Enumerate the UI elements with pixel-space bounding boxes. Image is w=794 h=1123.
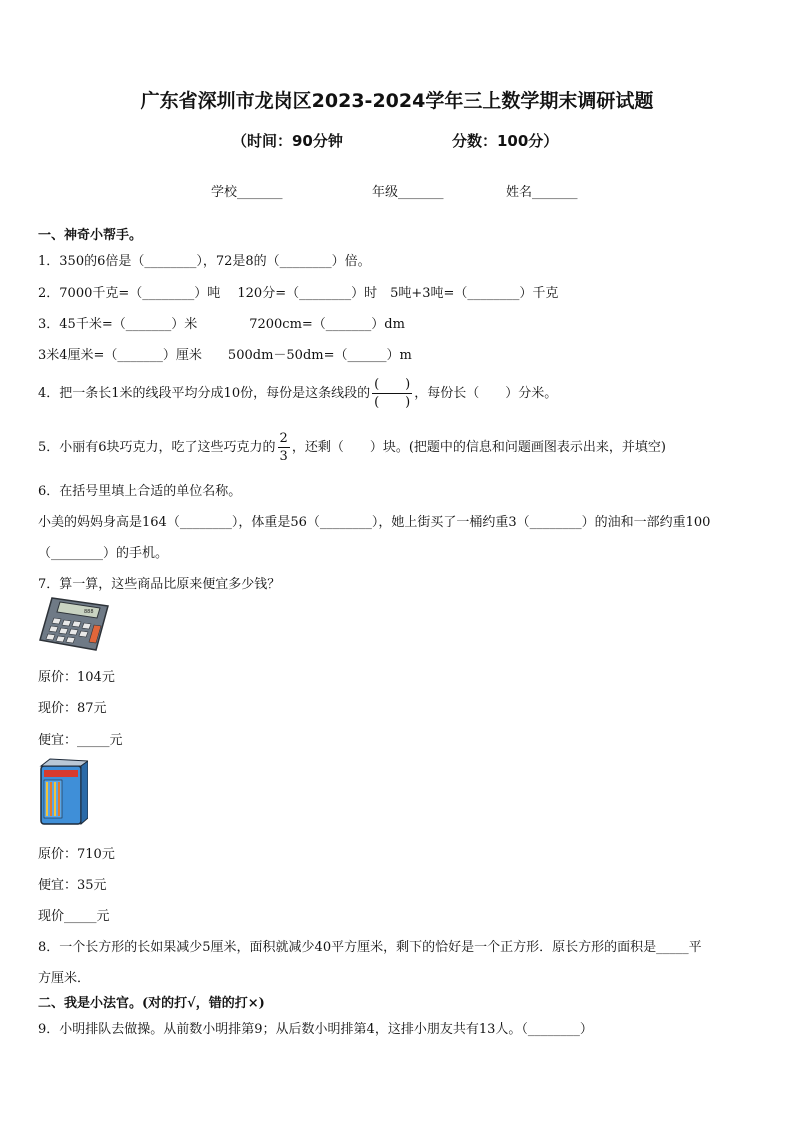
question-3a: 3．45千米=（_______）米 7200cm=（_______）dm (38, 317, 405, 332)
question-5 (38, 430, 666, 465)
item2-discount: 便宜：35元 (38, 878, 107, 893)
pencil-case-icon (38, 758, 88, 832)
item1-original-price: 原价：104元 (38, 670, 115, 685)
item2-current-price: 现价_____元 (38, 909, 110, 924)
question-4-tail: ，每份长（ ）分米。 (414, 386, 558, 401)
question-2: 2．7000千克=（________）吨 120分=（________）时 5吨+3吨=（________）千克 (38, 286, 559, 301)
fraction-numerator: 2 (279, 431, 288, 446)
fraction-numerator: ( ) (374, 377, 411, 392)
question-1: 1．350的6倍是（________），72是8的（________）倍。 (38, 254, 371, 269)
section1-heading: 一、神奇小帮手。 (38, 228, 143, 243)
section2-heading: 二、我是小法官。(对的打√，错的打×) (38, 996, 265, 1011)
page-title: 广东省深圳市龙岗区2023-2024学年三上数学期末调研试题 (140, 90, 654, 112)
item2-original-price: 原价：710元 (38, 847, 115, 862)
svg-text:888: 888 (84, 609, 94, 615)
exam-score: 分数：100分） (452, 132, 559, 150)
fraction-denominator: ( ) (374, 395, 411, 410)
school-field: 学校_______ (211, 185, 283, 200)
question-5-tail: ，还剩（ ）块。(把题中的信息和问题画图表示出来，并填空) (291, 440, 666, 455)
question-6: 6．在括号里填上合适的单位名称。 (38, 484, 242, 499)
grade-field: 年级_______ (372, 185, 444, 200)
question-4 (38, 376, 557, 411)
question-7: 7．算一算，这些商品比原来便宜多少钱？ (38, 577, 281, 592)
question-8: 8．一个长方形的长如果减少5厘米，面积就减少40平方厘米，剩下的恰好是一个正方形．原长方形的面积是_____平 (38, 940, 702, 955)
fraction-denominator: 3 (279, 449, 288, 464)
question-3b: 3米4厘米=（_______）厘米 500dm－50dm=（______）m (38, 348, 412, 363)
item1-discount: 便宜：_____元 (38, 733, 123, 748)
item1-current-price: 现价：87元 (38, 701, 107, 716)
question-9: 9．小明排队去做操。从前数小明排第9；从后数小明排第4，这排小朋友共有13人。（________） (38, 1022, 593, 1037)
question-8-cont: 方厘米． (38, 971, 91, 986)
calculator-icon (38, 596, 110, 656)
question-5-text: 5．小丽有6块巧克力，吃了这些巧克力的 (38, 440, 276, 455)
exam-time: （时间：90分钟 (232, 132, 343, 150)
fraction-blank (372, 376, 412, 411)
question-6-line1: 小美的妈妈身高是164（________），体重是56（________），她上街买了一桶约重3（________）的油和一部约重100 (38, 515, 711, 530)
fraction (278, 430, 290, 465)
question-6-line2: （________）的手机。 (38, 546, 169, 561)
question-4-text: 4．把一条长1米的线段平均分成10份，每份是这条线段的 (38, 386, 371, 401)
name-field: 姓名_______ (506, 185, 578, 200)
